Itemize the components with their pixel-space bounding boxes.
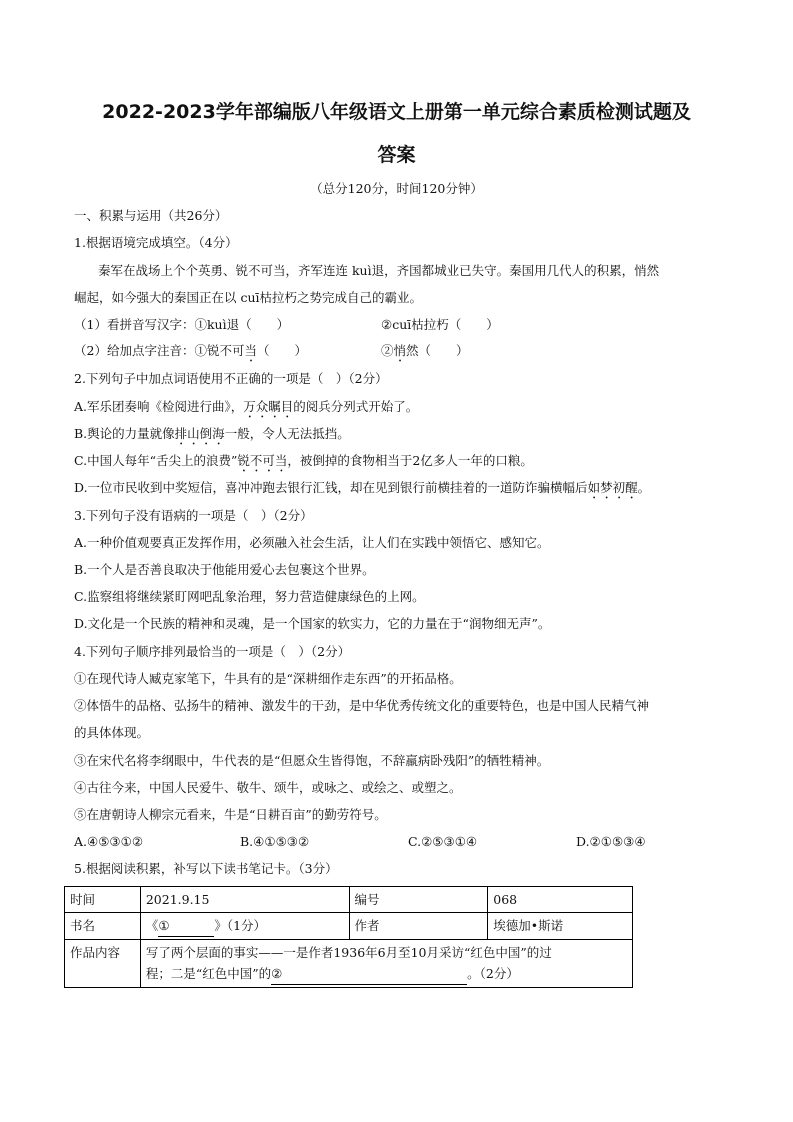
question-4-option-c: C.②⑤③①④ xyxy=(408,834,478,849)
question-4-stem: 4.下列句子顺序排列最恰当的一项是（ ）（2分） xyxy=(74,644,351,659)
book-value: 《① 》（1分） xyxy=(140,913,349,940)
author-label: 作者 xyxy=(349,913,488,940)
question-3-option-a: A.一种价值观要真正发挥作用，必须融入社会生活，让人们在实践中领悟它、感知它。 xyxy=(74,535,550,550)
question-2-option-a: A.军乐团奏响《检阅进行曲》，万众瞩目的阅兵分列式开始了。 xyxy=(74,399,419,414)
question-4-sentence-2: ②体悟牛的品格、弘扬牛的精神、激发牛的干劲，是中华优秀传统文化的重要特色，也是中国人民精气神 xyxy=(74,698,650,713)
number-value: 068 xyxy=(488,887,633,913)
table-row xyxy=(65,913,633,940)
question-3-stem: 3.下列句子没有语病的一项是（ ）（2分） xyxy=(74,508,313,523)
time-label: 时间 xyxy=(65,887,141,913)
question-2-option-c: C.中国人每年“舌尖上的浪费”锐不可当，被倒掉的食物相当于2亿多人一年的口粮。 xyxy=(74,453,533,468)
question-4-sentence-3: ③在宋代名将李纲眼中，牛代表的是“但愿众生皆得饱，不辞羸病卧残阳”的牺牲精神。 xyxy=(74,753,550,768)
question-2-option-d: D.一位市民收到中奖短信，喜冲冲跑去银行汇钱，却在见到银行前横挂着的一道防诈骗横幅后如梦初醒。 xyxy=(74,480,651,495)
question-3-option-d: D.文化是一个民族的精神和灵魂，是一个国家的软实力，它的力量在于“润物细无声”。 xyxy=(74,616,551,631)
content-blank[interactable]: ② xyxy=(271,963,467,985)
emphasis-char: 当 xyxy=(244,343,257,358)
table-row xyxy=(65,940,633,988)
question-4-option-a: A.④⑤③①② xyxy=(74,834,144,849)
question-1-sub2-a: （2）给加点字注音：①锐不可当（ ） xyxy=(74,343,307,358)
content-value: 写了两个层面的事实——一是作者1936年6月至10月采访“红色中国”的过 程；二是“红色中国”的② 。（2分） xyxy=(140,940,632,988)
book-title-blank[interactable]: ① xyxy=(158,915,214,937)
content-label: 作品内容 xyxy=(65,940,141,988)
question-5-stem: 5.根据阅读积累，补写以下读书笔记卡。（3分） xyxy=(74,861,338,876)
question-4-sentence-4: ④古往今来，中国人民爱牛、敬牛、颂牛，或咏之、或绘之、或塑之。 xyxy=(74,780,462,795)
book-label: 书名 xyxy=(65,913,141,940)
exam-info: （总分120分，时间120分钟） xyxy=(310,181,483,196)
section-heading: 一、积累与运用（共26分） xyxy=(74,208,228,223)
time-value: 2021.9.15 xyxy=(140,887,349,913)
question-2-stem: 2.下列句子中加点词语使用不正确的一项是（ ）（2分） xyxy=(74,371,388,386)
table-row xyxy=(65,887,633,913)
question-1-sub2-b: ②悄然（ ） xyxy=(381,343,469,358)
question-4-sentence-5: ⑤在唐朝诗人柳宗元看来，牛是“日耕百亩”的勤劳符号。 xyxy=(74,807,387,822)
question-3-option-c: C.监察组将继续紧盯网吧乱象治理，努力营造健康绿色的上网。 xyxy=(74,589,425,604)
question-4-option-b: B.④①⑤③② xyxy=(240,834,310,849)
question-1-sub1-b: ②cuī枯拉朽（ ） xyxy=(381,317,499,332)
question-1-passage-cont: 崛起，如今强大的秦国正在以 cuī枯拉朽之势完成自己的霸业。 xyxy=(74,290,423,305)
author-value: 埃德加•斯诺 xyxy=(488,913,633,940)
reading-note-card xyxy=(64,886,633,988)
question-1-passage: 秦军在战场上个个英勇、锐不可当，齐军连连 kuì退，齐国都城业已失守。秦国用几代人的积累，悄然 xyxy=(98,263,660,278)
question-1-stem: 1.根据语境完成填空。（4分） xyxy=(74,235,238,250)
page-title-line2: 答案 xyxy=(377,144,416,166)
question-4-sentence-1: ①在现代诗人臧克家笔下，牛具有的是“深耕细作走东西”的开拓品格。 xyxy=(74,671,462,686)
question-3-option-b: B.一个人是否善良取决于他能用爱心去包裹这个世界。 xyxy=(74,562,375,577)
number-label: 编号 xyxy=(349,887,488,913)
page-title: 2022-2023学年部编版八年级语文上册第一单元综合素质检测试题及 xyxy=(102,101,691,123)
question-2-option-b: B.舆论的力量就像排山倒海一般，令人无法抵挡。 xyxy=(74,426,350,441)
question-4-option-d: D.②①⑤③④ xyxy=(576,834,646,849)
question-1-sub1-a: （1）看拼音写汉字：①kuì退（ ） xyxy=(74,317,290,332)
emphasis-char: 悄 xyxy=(393,343,407,358)
question-4-sentence-2-cont: 的具体体现。 xyxy=(74,725,150,740)
